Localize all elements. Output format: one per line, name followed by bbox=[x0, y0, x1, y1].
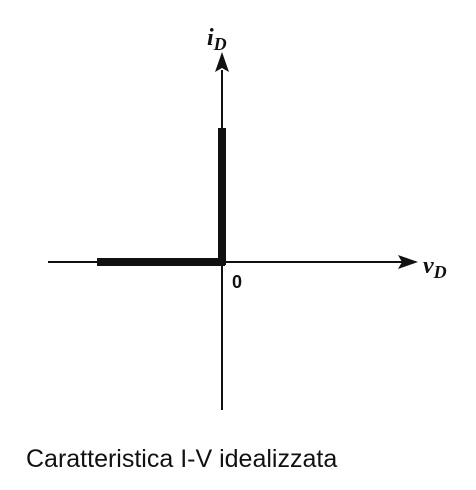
x-axis-label bbox=[423, 253, 447, 282]
y-axis-label bbox=[207, 25, 227, 54]
y-axis-label-sub: D bbox=[213, 34, 227, 54]
x-axis-label-sub: D bbox=[433, 262, 447, 282]
y-axis-arrowhead bbox=[215, 52, 229, 72]
figure-caption: Caratteristica I-V idealizzata bbox=[26, 445, 338, 473]
x-axis-label-main: v bbox=[423, 253, 434, 279]
y-axis-label-main: i bbox=[207, 25, 214, 51]
origin-label: 0 bbox=[232, 272, 243, 292]
